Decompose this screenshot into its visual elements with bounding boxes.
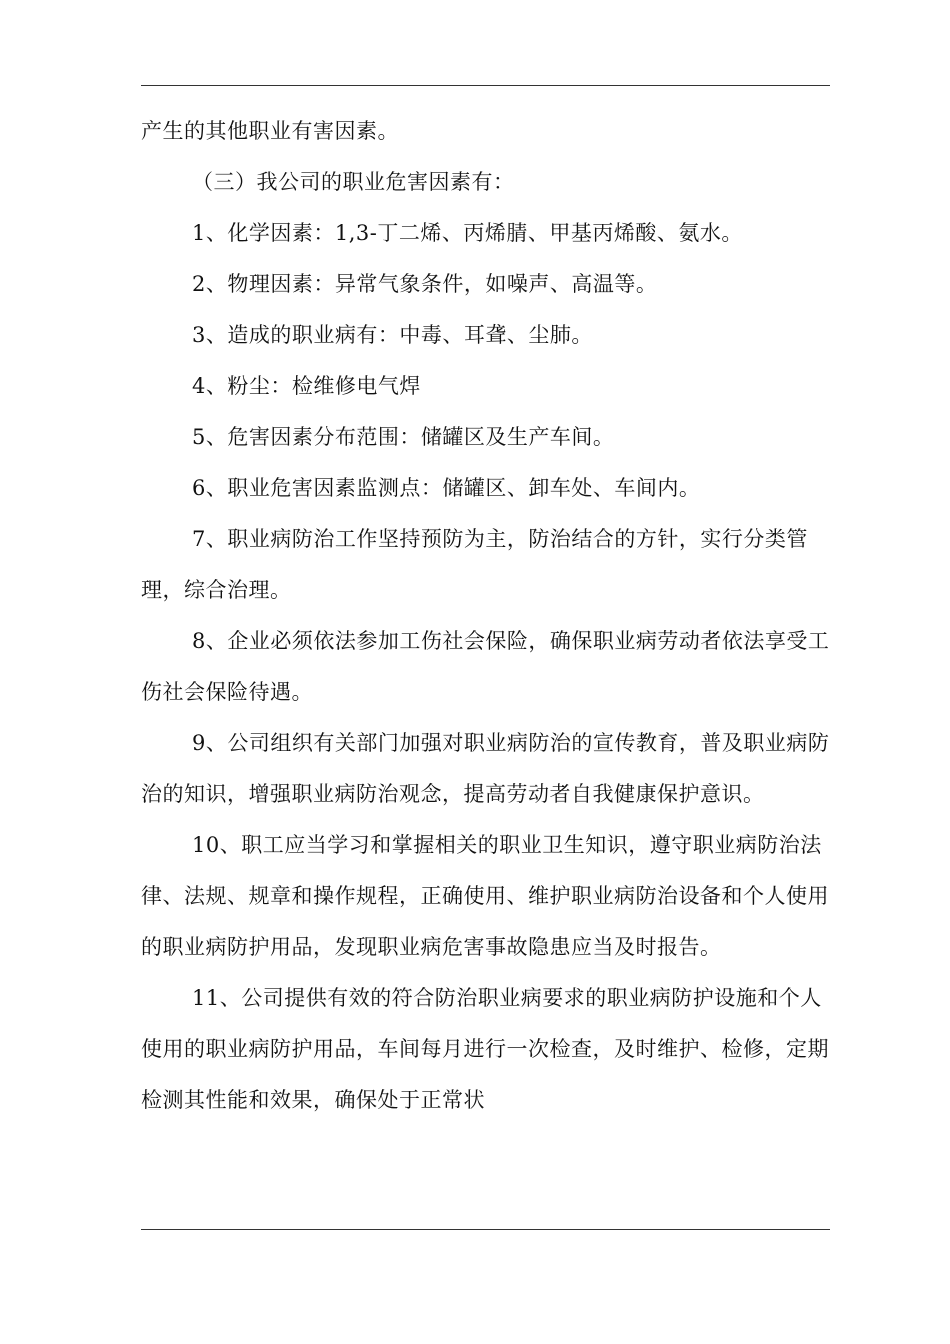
list-item: 4、粉尘：检维修电气焊 (192, 374, 421, 398)
list-item: 1、化学因素：1,3-丁二烯、丙烯腈、甲基丙烯酸、氨水。 (192, 221, 743, 245)
paragraph-continuation: 产生的其他职业有害因素。 (141, 119, 399, 143)
list-item: 10、职工应当学习和掌握相关的职业卫生知识，遵守职业病防治法律、法规、规章和操作规程，正确使用、维护职业病防治设备和个人使用的职业病防护用品，发现职业病危害事故隐患应当及时报告。 (141, 833, 829, 959)
list-item: 6、职业危害因素监测点：储罐区、卸车处、车间内。 (192, 476, 701, 500)
footer-rule (141, 1229, 830, 1230)
section-heading: （三）我公司的职业危害因素有： (192, 170, 515, 194)
list-item: 3、造成的职业病有：中毒、耳聋、尘肺。 (192, 323, 593, 347)
header-rule (141, 85, 830, 86)
list-item: 9、公司组织有关部门加强对职业病防治的宣传教育，普及职业病防治的知识，增强职业病防治观念，提高劳动者自我健康保护意识。 (141, 731, 830, 806)
list-item: 8、企业必须依法参加工伤社会保险，确保职业病劳动者依法享受工伤社会保险待遇。 (141, 629, 830, 704)
list-item: 5、危害因素分布范围：储罐区及生产车间。 (192, 425, 615, 449)
list-item: 7、职业病防治工作坚持预防为主，防治结合的方针，实行分类管理，综合治理。 (141, 527, 808, 602)
page-body (141, 106, 830, 1126)
list-item: 2、物理因素：异常气象条件，如噪声、高温等。 (192, 272, 658, 296)
list-item: 11、公司提供有效的符合防治职业病要求的职业病防护设施和个人使用的职业病防护用品，车间每月进行一次检查，及时维护、检修，定期检测其性能和效果，确保处于正常状 (141, 986, 829, 1112)
